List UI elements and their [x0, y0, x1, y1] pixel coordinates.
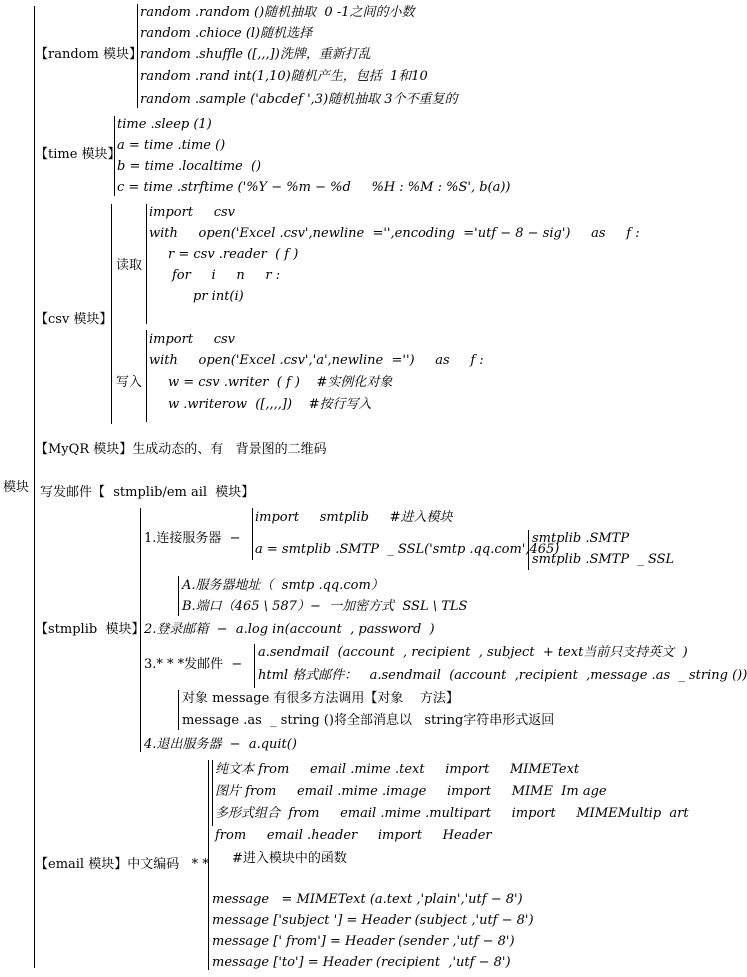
random-bracket — [137, 4, 138, 108]
csv-read-line: r = csv .reader ( f ) — [168, 247, 299, 262]
random-line: random .rand int(1,10)随机产生，包括 1和10 — [140, 69, 428, 84]
email-message-line: message ['subject '] = Header (subject ,'utf − 8') — [212, 913, 534, 928]
random-line: random .shuffle ([,,,])洗牌，重新打乱 — [140, 47, 371, 62]
csv-read-line: pr int(i) — [193, 289, 244, 304]
csv-read-label: 读取 — [116, 258, 143, 273]
email-message-line: message ['to'] = Header (recipient ,'utf − 8') — [212, 955, 511, 970]
csv-write-line: import csv — [149, 332, 236, 347]
time-line: b = time .localtime () — [117, 159, 262, 174]
email-module-label: 【email 模块】中文编码 * * — [35, 857, 209, 872]
csv-write-label: 写入 — [116, 375, 143, 390]
csv-read-bracket — [146, 204, 147, 324]
email-type-line: 图片 from email .mime .image import MIME Im age — [215, 784, 607, 799]
random-line: random .random ()随机抽取 0 -1之间的小数 — [140, 5, 415, 20]
csv-write-line: with open('Excel .csv','a',newline ='') as f : — [149, 353, 484, 368]
step1-options-bracket — [528, 530, 529, 570]
random-line: random .sample ('abcdef ',3)随机抽取 3个不重复的 — [140, 92, 458, 107]
time-module-label: 【time 模块】 — [35, 147, 121, 162]
stmplib-module-label: 【stmplib 模块】 — [35, 622, 145, 637]
csv-read-line: with open('Excel .csv',newline ='',encoding ='utf − 8 − sig') as f : — [149, 226, 640, 241]
stmplib-step4: 4.退出服务器 − a.quit() — [144, 737, 297, 752]
step1-bracket — [252, 508, 253, 560]
email-header-line: from email .header import Header — [215, 828, 492, 843]
email-header-comment: #进入模块中的函数 — [232, 851, 347, 866]
email-type-line: 纯文本 from email .mime .text import MIMEText — [215, 762, 580, 777]
root-label: 模块 — [3, 480, 30, 495]
csv-brace — [111, 204, 112, 424]
email-type-line: 多形式组合 from email .mime .multipart import MIMEMultip art — [215, 806, 689, 821]
server-info-line: B.端口（465 \ 587）− 一加密方式 SSL \ TLS — [182, 599, 468, 614]
random-line: random .chioce (l)随机选择 — [140, 26, 313, 41]
time-line: c = time .strftime ('%Y − %m − %d %H : %M : %S', b(a)) — [117, 180, 511, 195]
server-info-line: A.服务器地址（ smtp .qq.com） — [182, 578, 384, 593]
csv-read-line: for i n r : — [172, 268, 281, 283]
mail-heading: 写发邮件【 stmplib/em ail 模块】 — [40, 485, 255, 500]
step1-option: smtplib .SMTP — [532, 531, 630, 546]
csv-module-label: 【csv 模块】 — [35, 312, 113, 327]
csv-write-line: w = csv .writer ( f ) #实例化对象 — [168, 375, 393, 390]
step1-option: smtplib .SMTP _ SSL — [532, 552, 675, 567]
csv-write-bracket — [146, 330, 147, 422]
email-types-bracket — [212, 760, 213, 826]
stmplib-step1: 1.连接服务器 − — [144, 531, 241, 546]
server-info-bracket — [178, 576, 179, 616]
step3-line: a.sendmail (account , recipient , subject + text当前只支持英文 ) — [258, 645, 688, 660]
message-note: message .as _ string ()将全部消息以 string字符串形式返回 — [182, 713, 555, 728]
step3-bracket — [254, 644, 255, 688]
myqr-module-line: 【MyQR 模块】生成动态的、有 背景图的二维码 — [35, 442, 327, 457]
time-bracket — [114, 116, 115, 196]
csv-write-line: w .writerow ([,,,,]) #按行写入 — [168, 397, 372, 412]
stmplib-brace — [140, 508, 141, 752]
random-module-label: 【random 模块】 — [35, 47, 142, 62]
csv-read-line: import csv — [149, 205, 236, 220]
message-note: 对象 message 有很多方法调用【对象 方法】 — [182, 691, 459, 706]
time-line: a = time .time () — [117, 138, 226, 153]
email-message-line: message [' from'] = Header (sender ,'utf − 8') — [212, 934, 515, 949]
time-line: time .sleep (1) — [117, 117, 212, 132]
message-notes-bracket — [178, 690, 179, 730]
step1-line: a = smtplib .SMTP _ SSL('smtp .qq.com',465) — [255, 542, 560, 557]
stmplib-step2: 2.登录邮箱 − a.log in(account , password ) — [144, 622, 435, 637]
step3-line: html 格式邮件： a.sendmail (account ,recipient ,message .as _ string ()) — [258, 668, 747, 683]
stmplib-step3: 3.* * *发邮件 − — [144, 657, 243, 672]
email-brace — [208, 760, 209, 970]
step1-line: import smtplib #进入模块 — [255, 510, 453, 525]
email-message-line: message = MIMEText (a.text ,'plain','utf − 8') — [212, 892, 523, 907]
